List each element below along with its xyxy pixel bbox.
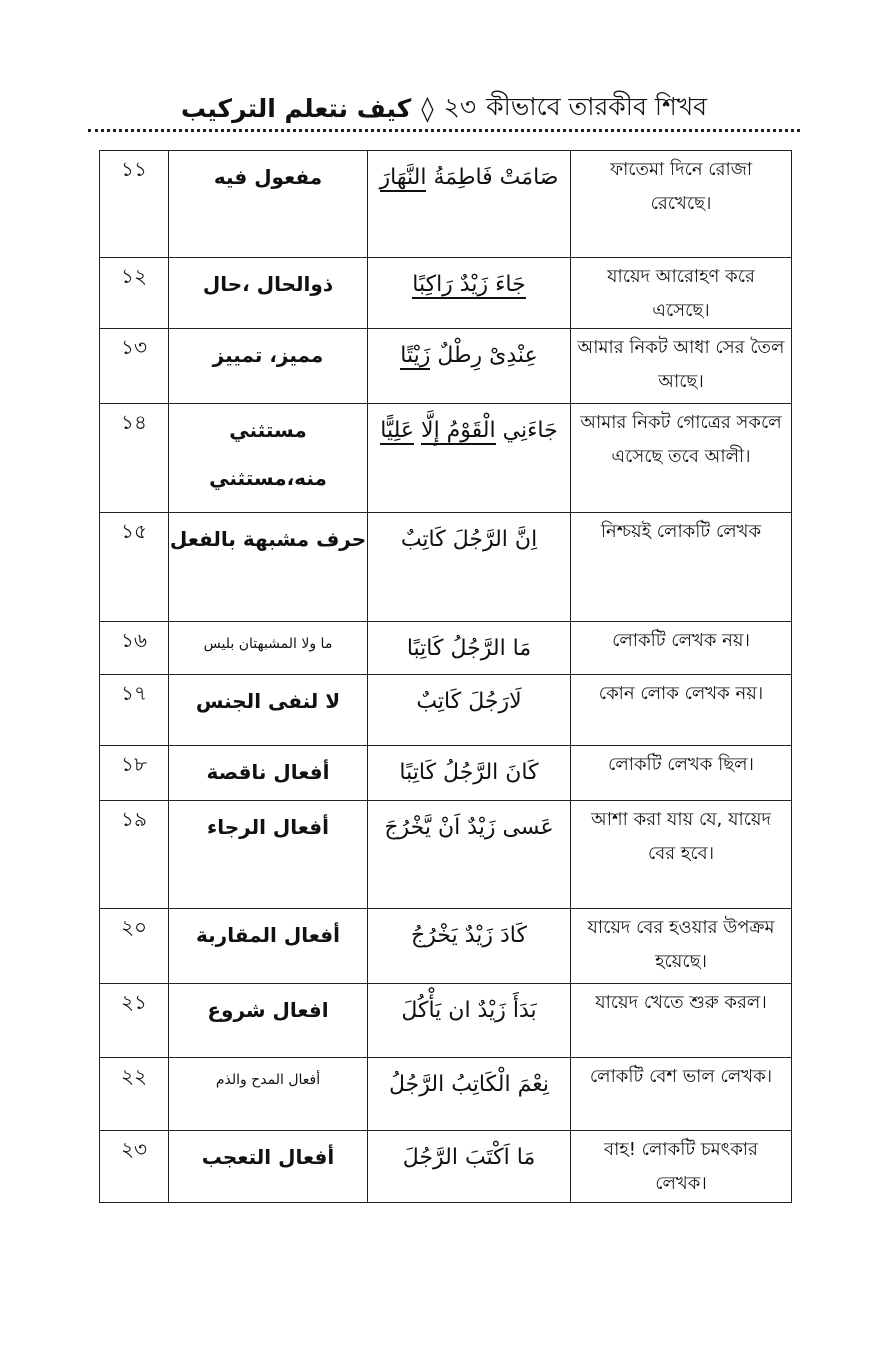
grammar-term: لا لنفى الجنس [169, 675, 368, 746]
underlined-phrase: النَّهَارَ [379, 165, 427, 190]
bengali-translation: আমার নিকট আধা সের তৈল আছে। [571, 329, 792, 404]
phrase: نِعْمَ الْكَاتِبُ الرَّجُلُ [389, 1072, 549, 1097]
phrase: جَاءَنِي [495, 418, 558, 443]
phrase: عَسى زَيْدٌ اَنْ يَّخْرُجَ [384, 815, 554, 840]
table-row [100, 329, 792, 404]
arabic-example [368, 675, 571, 746]
bengali-translation: লোকটি লেখক ছিল। [571, 746, 792, 801]
row-number: ১৬ [100, 622, 169, 675]
bengali-translation: যায়েদ খেতে শুরু করল। [571, 984, 792, 1058]
underlined-phrase: زَيْتًا [400, 343, 431, 368]
bengali-translation: নিশ্চয়ই লোকটি লেখক [571, 513, 792, 622]
phrase: مَا اَكْتَبَ الرَّجُلَ [402, 1145, 536, 1170]
table-row [100, 984, 792, 1058]
phrase: عِنْدِىْ رِطْلٌ [430, 343, 538, 368]
bengali-translation: আমার নিকট গোত্রের সকলে এসেছে তবে আলী। [571, 404, 792, 513]
row-number: ১৯ [100, 801, 169, 909]
bengali-translation: লোকটি লেখক নয়। [571, 622, 792, 675]
row-number: ২৩ [100, 1131, 169, 1203]
phrase: اِنَّ الرَّجُلَ كَاتِبٌ [400, 527, 538, 552]
table-row [100, 1131, 792, 1203]
row-number: ২২ [100, 1058, 169, 1131]
arabic-example [368, 801, 571, 909]
bengali-translation: আশা করা যায় যে, যায়েদ বের হবে। [571, 801, 792, 909]
underlined-phrase: الْقَوْمُ إِلَّا [421, 418, 496, 443]
underlined-phrase: جَاءَ زَيْدٌ رَاكِبًا [412, 272, 526, 297]
grammar-term: حرف مشبهة بالفعل [169, 513, 368, 622]
grammar-term: أفعال المدح والذم [169, 1058, 368, 1131]
row-number: ১৭ [100, 675, 169, 746]
grammar-term: أفعال الرجاء [169, 801, 368, 909]
grammar-term: أفعال ناقصة [169, 746, 368, 801]
row-number: ১৮ [100, 746, 169, 801]
table-row [100, 258, 792, 329]
table-row [100, 513, 792, 622]
grammar-term: ما ولا المشبهتان بليس [169, 622, 368, 675]
row-number: ১৪ [100, 404, 169, 513]
arabic-example [368, 151, 571, 258]
arabic-example [368, 1131, 571, 1203]
arabic-example [368, 622, 571, 675]
phrase [414, 418, 421, 443]
underlined-phrase: عَلِيًّا [380, 418, 415, 443]
page-number: ২৩ [443, 91, 477, 121]
arabic-example [368, 1058, 571, 1131]
arabic-title: كيف نتعلم التركيب [180, 93, 412, 123]
phrase: كَانَ الرَّجُلُ كَاتِبًا [399, 760, 539, 785]
row-number: ১৫ [100, 513, 169, 622]
table-row [100, 151, 792, 258]
table-row [100, 675, 792, 746]
grammar-table [99, 150, 792, 1203]
arabic-example [368, 984, 571, 1058]
grammar-term: أفعال التعجب [169, 1131, 368, 1203]
table-row [100, 746, 792, 801]
phrase: كَادَ زَيْدٌ يَخْرُجُ [411, 923, 527, 948]
dotted-divider [88, 129, 800, 132]
row-number: ২১ [100, 984, 169, 1058]
grammar-term: مميز، تمييز [169, 329, 368, 404]
page-header [88, 88, 800, 128]
bengali-translation: যায়েদ আরোহণ করে এসেছে। [571, 258, 792, 329]
bengali-translation: বাহ! লোকটি চমৎকার লেখক। [571, 1131, 792, 1203]
phrase: صَامَتْ فَاطِمَةُ [426, 165, 559, 190]
row-number: ২০ [100, 909, 169, 984]
table-row [100, 801, 792, 909]
arabic-example [368, 404, 571, 513]
phrase: مَا الرَّجُلُ كَاتِبًا [406, 636, 532, 661]
diamond-separator-icon: ◊ [421, 93, 434, 123]
bengali-translation: যায়েদ বের হওয়ার উপক্রম হয়েছে। [571, 909, 792, 984]
grammar-term: مستثني منه،مستثني [169, 404, 368, 513]
bengali-translation: ফাতেমা দিনে রোজা রেখেছে। [571, 151, 792, 258]
phrase: لَارَجُلَ كَاتِبٌ [416, 689, 522, 714]
grammar-term: أفعال المقاربة [169, 909, 368, 984]
row-number: ১৩ [100, 329, 169, 404]
grammar-term: ذوالحال ،حال [169, 258, 368, 329]
table-row [100, 404, 792, 513]
row-number: ১১ [100, 151, 169, 258]
bengali-translation: লোকটি বেশ ভাল লেখক। [571, 1058, 792, 1131]
arabic-example [368, 258, 571, 329]
table-row [100, 909, 792, 984]
bengali-title: কীভাবে তারকীব শিখব [486, 91, 708, 121]
grammar-term: افعال شروع [169, 984, 368, 1058]
table-row [100, 1058, 792, 1131]
bengali-translation: কোন লোক লেখক নয়। [571, 675, 792, 746]
arabic-example [368, 513, 571, 622]
row-number: ১২ [100, 258, 169, 329]
arabic-example [368, 909, 571, 984]
arabic-example [368, 329, 571, 404]
grammar-term: مفعول فيه [169, 151, 368, 258]
arabic-example [368, 746, 571, 801]
table-row [100, 622, 792, 675]
phrase: بَدَأَ زَيْدٌ ان يَأْكُلَ [401, 998, 537, 1023]
